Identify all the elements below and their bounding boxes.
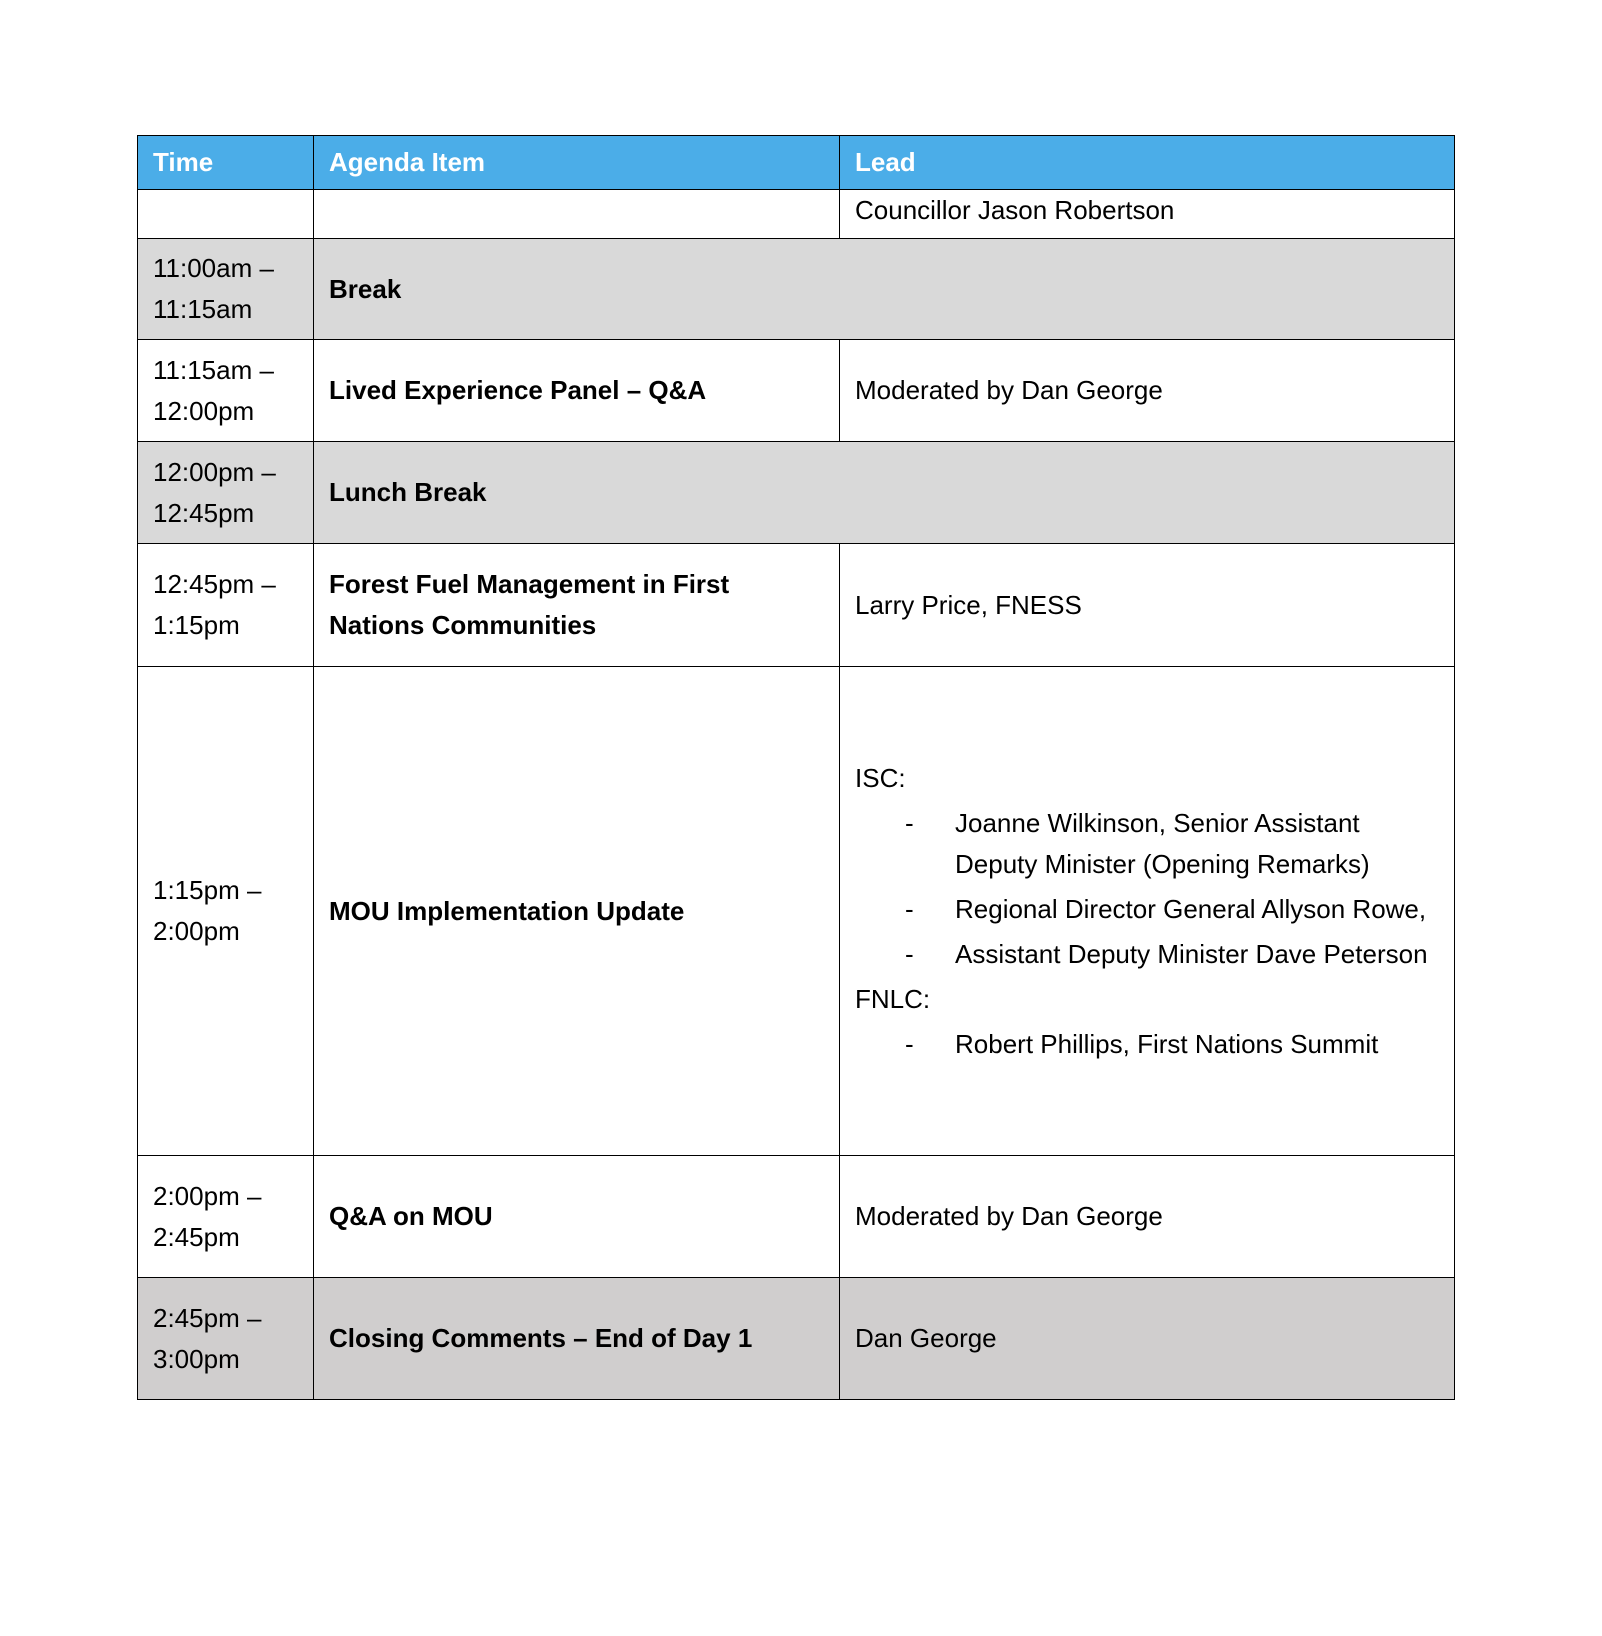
- header-lead: Lead: [840, 136, 1455, 190]
- dash-bullet: -: [905, 1028, 914, 1059]
- table-row: [138, 667, 1455, 1156]
- lead-group-label: ISC:: [855, 762, 906, 793]
- time-cell: 12:00pm –12:45pm: [138, 442, 314, 544]
- time-cell: 2:45pm – 3:00pm: [138, 1278, 314, 1400]
- lead-cell: Moderated by Dan George: [840, 1156, 1455, 1278]
- lead-cell: Larry Price, FNESS: [840, 544, 1455, 667]
- lead-list: [855, 803, 1440, 975]
- header-time: Time: [138, 136, 314, 190]
- list-item-text: Assistant Deputy Minister Dave Peterson: [955, 938, 1428, 969]
- table-row: [138, 544, 1455, 667]
- time-cell: 12:45pm – 1:15pm: [138, 544, 314, 667]
- item-cell: Q&A on MOU: [314, 1156, 840, 1278]
- lead-cell: [840, 667, 1455, 1156]
- lead-cell: Dan George: [840, 1278, 1455, 1400]
- item-cell: Lunch Break: [314, 442, 1455, 544]
- table-row: [138, 442, 1455, 544]
- table-row: [138, 1156, 1455, 1278]
- lead-list: [855, 1024, 1440, 1065]
- item-cell: MOU Implementation Update: [314, 667, 840, 1156]
- dash-bullet: -: [905, 893, 914, 924]
- list-item: [855, 889, 1440, 930]
- lead-group-label: FNLC:: [855, 983, 931, 1014]
- header-agenda-item: Agenda Item: [314, 136, 840, 190]
- dash-bullet: -: [905, 938, 914, 969]
- time-cell: 2:00pm – 2:45pm: [138, 1156, 314, 1278]
- time-cell: 1:15pm – 2:00pm: [138, 667, 314, 1156]
- header-row: [138, 136, 1455, 190]
- time-cell: 11:00am – 11:15am: [138, 239, 314, 340]
- list-item: [855, 934, 1440, 975]
- list-item: [855, 803, 1440, 885]
- lead-cell: Moderated by Dan George: [840, 340, 1455, 442]
- item-cell: Closing Comments – End of Day 1: [314, 1278, 840, 1400]
- item-cell: [314, 190, 840, 239]
- table-row: [138, 340, 1455, 442]
- time-cell: [138, 190, 314, 239]
- time-cell: 11:15am – 12:00pm: [138, 340, 314, 442]
- table-row: [138, 190, 1455, 239]
- list-item-text: Joanne Wilkinson, Senior Assistant Deputy Minister (Opening Remarks): [955, 807, 1370, 879]
- item-cell: Forest Fuel Management in First Nations Communities: [314, 544, 840, 667]
- table-row: [138, 239, 1455, 340]
- list-item: [855, 1024, 1440, 1065]
- table-row: [138, 1278, 1455, 1400]
- dash-bullet: -: [905, 807, 914, 838]
- list-item-text: Robert Phillips, First Nations Summit: [955, 1028, 1379, 1059]
- item-cell: Lived Experience Panel – Q&A: [314, 340, 840, 442]
- item-cell: Break: [314, 239, 1455, 340]
- lead-cell: Councillor Jason Robertson: [840, 190, 1455, 239]
- list-item-text: Regional Director General Allyson Rowe,: [955, 893, 1427, 924]
- agenda-table: [137, 135, 1455, 1400]
